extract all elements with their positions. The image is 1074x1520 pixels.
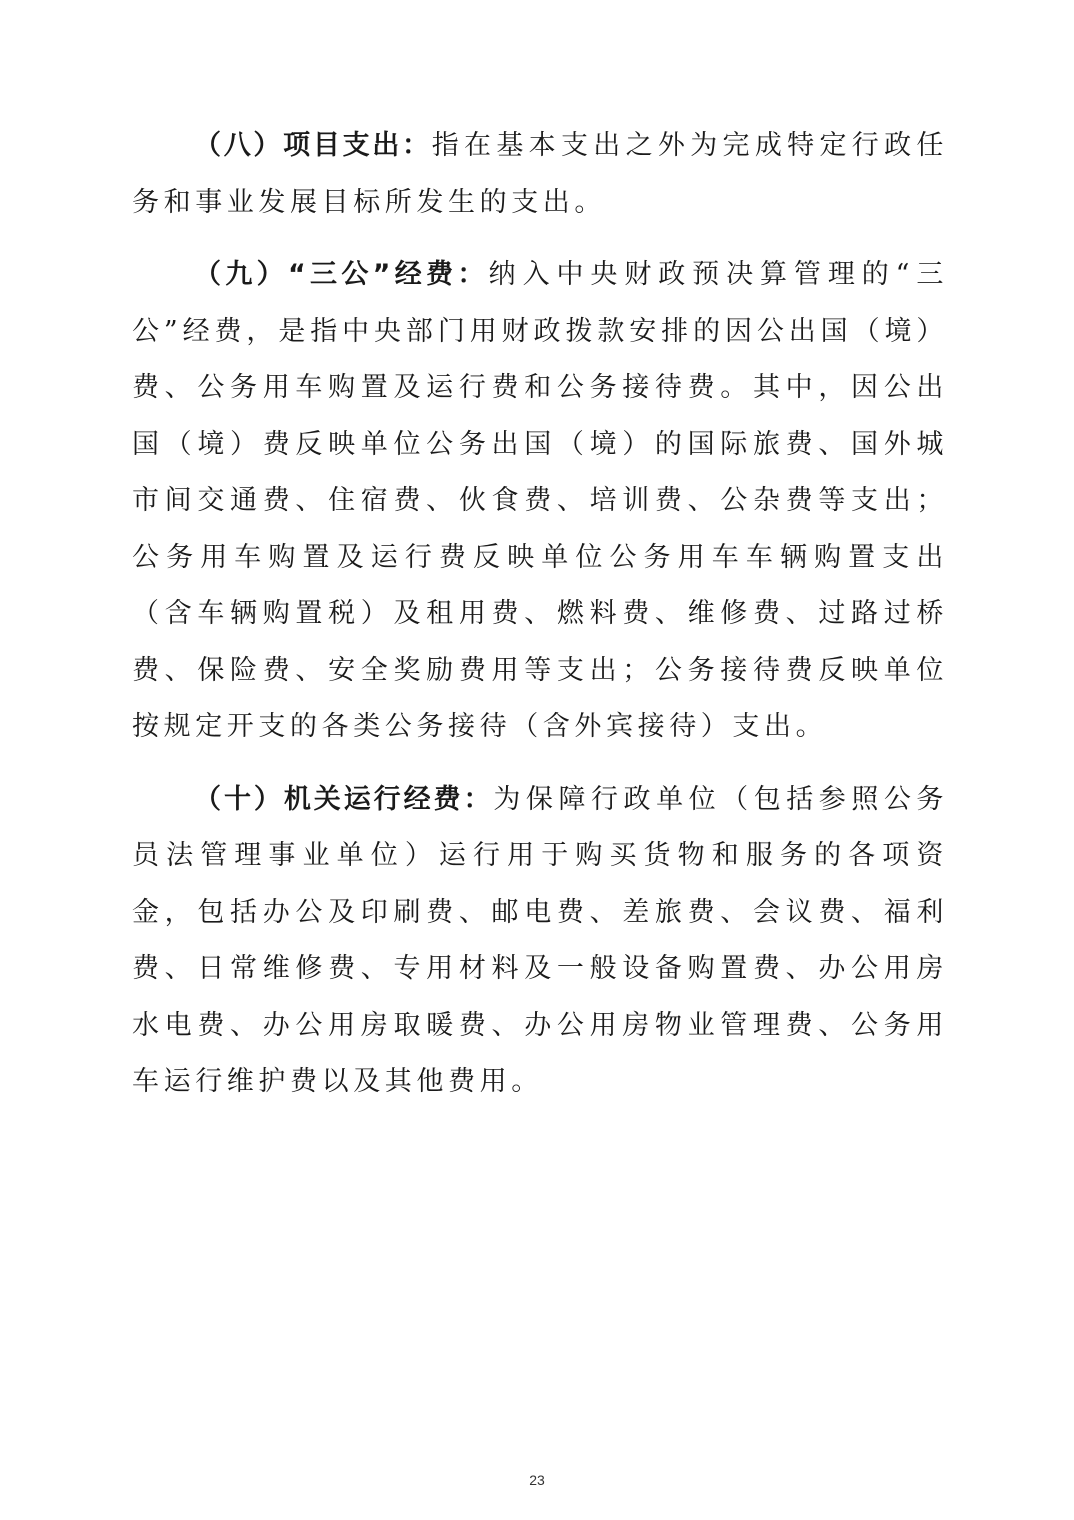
- paragraph-heading: （十）机关运行经费：: [194, 783, 494, 815]
- paragraph-project-expenditure: [132, 118, 948, 231]
- paragraph-text: 纳入中央财政预决算管理的“三公”经费，是指中央部门用财政拨款安排的因公出国（境）费、公务用车购置及运行费和公务接待费。其中，因公出国（境）费反映单位公务出国（境）的国际旅费、国外城市间交通费、住宿费、伙食费、培训费、公杂费等支出；公务用车购置及运行费反映单位公务用车车辆购置支出（含车辆购置税）及租用费、燃料费、维修费、过路过桥费、保险费、安全奖励费用等支出；公务接待费反映单位按规定开支的各类公务接待（含外宾接待）支出。: [132, 259, 948, 742]
- paragraph-text: 指在基本支出之外为完成特定行政任务和事业发展目标所发生的支出。: [132, 130, 948, 218]
- paragraph-heading: （九）“三公”经费：: [194, 259, 489, 290]
- paragraph-heading: （八）项目支出：: [194, 130, 432, 161]
- document-body: [132, 118, 948, 1127]
- paragraph-agency-operating-expenses: [132, 772, 948, 1111]
- page-number: 23: [529, 1472, 545, 1488]
- paragraph-text: 为保障行政单位（包括参照公务员法管理事业单位）运行用于购买货物和服务的各项资金，包括办公及印刷费、邮电费、差旅费、会议费、福利费、日常维修费、专用材料及一般设备购置费、办公用房水电费、办公用房取暖费、办公用房物业管理费、公务用车运行维护费以及其他费用。: [132, 783, 948, 1097]
- paragraph-three-public-expenses: [132, 247, 948, 756]
